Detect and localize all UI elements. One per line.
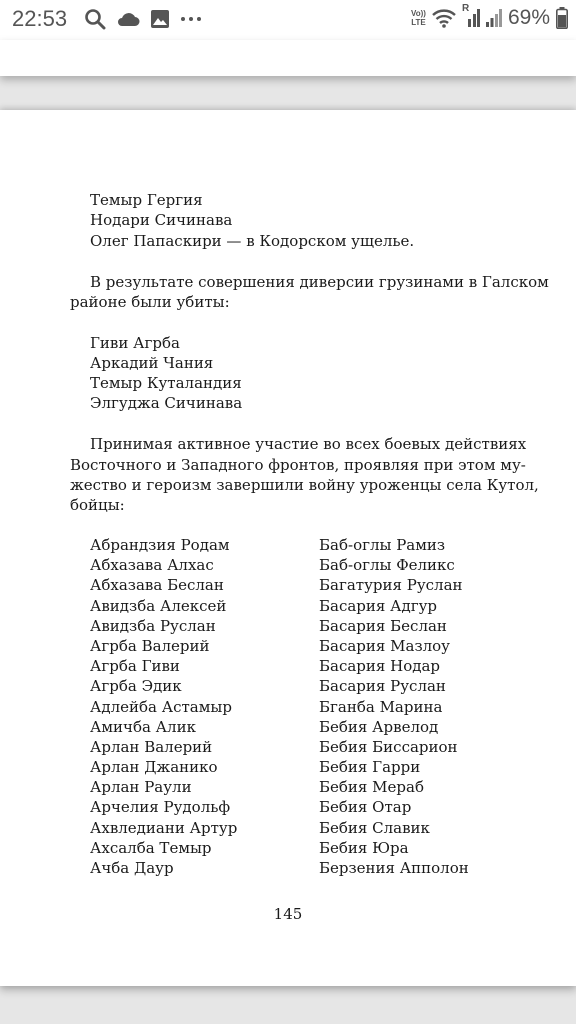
name-line: Гиви Агрба [90,334,180,352]
list-item: Багатурия Руслан [319,576,463,595]
battery-icon [556,7,568,29]
list-item: Авидзба Руслан [90,616,216,635]
name-line: Нодари Сичинава [90,211,233,229]
wifi-icon [432,8,456,28]
name-line: Аркадий Чания [90,354,214,372]
names-column-right [319,535,469,878]
list-item: Бебия Мераб [319,778,424,797]
cloud-icon [116,10,140,28]
notification-icons [84,8,202,30]
paragraph-line: В результате совершения диверсии грузинами в Галском [90,273,549,291]
list-item: Баб-оглы Феликс [319,556,455,575]
list-item: Басария Руслан [319,677,446,696]
search-icon [84,8,106,30]
list-item: Арлан Джанико [90,758,218,777]
list-item: Бебия Гарри [319,758,421,777]
list-item: Басария Беслан [319,616,447,635]
list-item: Бебия Биссарион [319,737,458,756]
list-item: Берзения Апполон [319,859,469,877]
list-item: Амичба Алик [90,717,196,736]
list-item: Арчелия Рудольф [90,798,231,817]
signal-icon [486,7,502,29]
list-item: Бебия Юра [319,838,409,857]
paragraph-line: бойцы: [70,496,125,514]
page-number: 145 [273,905,303,923]
roaming-mark: R [461,3,470,14]
previous-page [0,40,576,76]
system-icons [411,3,568,30]
volte-indicator: Vo)) LTE [411,9,426,27]
list-item: Абхазава Беслан [90,576,224,595]
name-line: Олег Папаскири — в Кодорском ущелье. [90,232,415,250]
names-column-left [90,535,237,878]
list-item: Абхазава Алхас [90,556,214,575]
list-item: Баб-оглы Рамиз [319,536,446,554]
name-line: Элгуджа Сичинава [90,394,243,412]
clock: 22:53 [12,6,68,31]
list-item: Авидзба Алексей [90,596,227,615]
image-icon [150,9,170,29]
paragraph-line: Принимая активное участие во всех боевых действиях [90,435,527,453]
paragraph-line: жество и героизм завершили войну уроженцы села Кутол, [70,476,539,494]
paragraph-line: районе были убиты: [70,293,230,311]
list-item: Адлейба Астамыр [90,697,232,716]
status-bar [0,0,576,40]
name-line: Темыр Гергия [90,191,203,209]
list-item: Агрба Гиви [90,657,180,676]
list-item: Арлан Раули [90,778,192,797]
name-line: Темыр Куталандия [90,374,242,392]
list-item: Басария Мазлоу [319,636,451,655]
list-item: Ахсалба Темыр [90,838,212,857]
list-item: Арлан Валерий [90,737,213,756]
list-item: Абрандзия Родам [90,536,230,554]
more-dots-icon [180,15,202,23]
signal-icon-roaming [461,3,480,29]
list-item: Басария Адгур [319,596,438,615]
list-item: Бганба Марина [319,697,443,716]
list-item: Агрба Валерий [90,636,210,655]
list-item: Бебия Славик [319,818,430,837]
list-item: Агрба Эдик [90,677,182,696]
list-item: Басария Нодар [319,657,441,676]
list-item: Ачба Даур [90,859,174,877]
list-item: Бебия Отар [319,798,412,817]
list-item: Ахвледиани Артур [90,818,238,837]
paragraph-line: Восточного и Западного фронтов, проявляя при этом му- [70,456,526,474]
battery-percent: 69% [507,6,550,29]
document-page[interactable] [0,110,576,986]
list-item: Бебия Арвелод [319,717,439,736]
